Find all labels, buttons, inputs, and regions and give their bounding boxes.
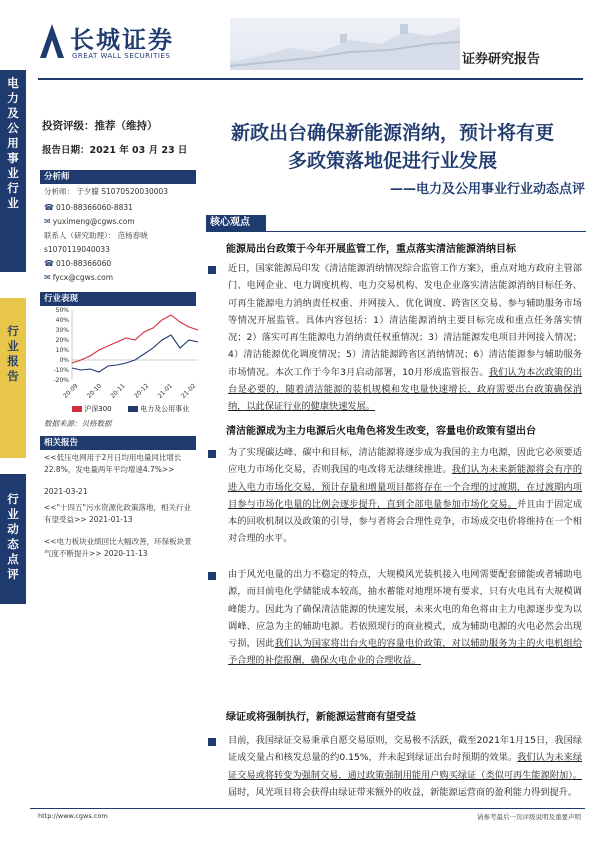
header-divider	[38, 78, 583, 80]
footer-disclaimer: 请参考最后一页评级说明及重要声明	[477, 813, 581, 821]
x-tick-label: 20-11	[109, 382, 127, 400]
x-tick-label: 20-10	[85, 382, 104, 400]
legend-swatch-hs300	[72, 406, 82, 412]
core-viewpoint-tag: 核心观点	[206, 215, 266, 231]
paragraph-2-body: 为了实现碳达峰、碳中和目标，清洁能源将逐步成为我国的主力电源，因此它必须要适应电力市场化交易，否则我国的电改将无法继续推进。	[228, 447, 582, 476]
legend-label-utility: 电力及公用事业	[140, 405, 190, 413]
series-hs300-line	[72, 315, 198, 363]
related-report-1-date: 2021-03-21	[44, 487, 88, 496]
contact-name: 联系人（研究助理）： 范杨春晓	[44, 231, 148, 240]
bullet-4	[208, 738, 216, 746]
great-wall-illustration	[230, 18, 460, 70]
bullet-3	[208, 572, 216, 580]
investment-rating: 投资评级：推荐（维持）	[42, 120, 158, 132]
y-axis-ticks	[53, 307, 69, 384]
y-tick-label: 40%	[55, 317, 69, 324]
industry-performance-chart	[40, 306, 200, 406]
x-axis-ticks	[62, 382, 197, 399]
chart-legend	[72, 404, 189, 414]
paragraph-3-body: 由于风光电量的出力不稳定的特点，大规模风光装机接入电网需要配套储能或者辅助电源，而目前电化学储能成本较高，抽水蓄能对地理环境有要求，只有火电具有大规模调峰能力。因此为了确保清洁能源的快速发展，未来火电的角色将由主力电源逐步变为以调峰、应急为主的辅助电源。若依照现行的商业模式，成为辅助电源的火电必然会出现亏损，因此	[228, 569, 582, 650]
paragraph-2	[228, 444, 582, 548]
x-tick-label: 20-12	[132, 382, 151, 400]
y-tick-label: 50%	[55, 307, 69, 314]
paragraph-2-highlight: 我们认为未来新能源将会有序的进入电力市场化交易，预计存量和增量项目都将存在一个合理的过渡期，在过渡期内项目参与市场化电量的比例会逐步提升，直到全部电量参加市场化交易。	[228, 464, 583, 510]
footer-url[interactable]: http://www.cgws.com	[38, 812, 108, 820]
paragraph-3-highlight: 我们认为国家将出台火电的容量电价政策，对以辅助服务为主的火电机组给予合理的补偿报酬，确保火电企业的合理收益。	[228, 638, 583, 667]
bullet-2	[208, 450, 216, 458]
analyst-email-row[interactable]	[44, 216, 135, 228]
sidebar-comment-type	[0, 474, 26, 604]
paragraph-4-highlight: 我们认为未来绿证交易或将转变为强制交易，通过政策强制用能用户购买绿证（类似可再生能源附加）。	[228, 752, 583, 781]
contact-email-row[interactable]	[44, 272, 113, 284]
report-date: 报告日期：2021 年 03 月 23 日	[42, 145, 188, 156]
analyst-email[interactable]: yuximeng@cgws.com	[52, 217, 135, 226]
bullet-1	[208, 266, 216, 274]
analyst-name: 分析师： 于夕朦 S1070520030003	[44, 187, 169, 196]
paragraph-4	[228, 732, 582, 801]
related-report-2[interactable]: <<"十四五"污水资源化政策落地，相关行业有望受益>> 2021-01-13	[44, 503, 191, 524]
chart-source: 数据来源：贝格数据	[44, 419, 112, 428]
core-divider	[206, 231, 586, 232]
section-heading-1: 能源局出台政策于今年开展监管工作，重点落实清洁能源消纳目标	[226, 244, 516, 255]
paragraph-1-highlight: 我们认为本次政策的出台是必要的，随着清洁能源的装机规模和发电量快速增长，政府需要出台政策确保消纳，以此保证行业的健康快速发展。	[228, 366, 582, 413]
related-section-tag: 相关报告	[40, 436, 196, 450]
legend-label-hs300: 沪深300	[84, 405, 112, 413]
sidebar-industry	[0, 70, 26, 272]
contact-phone: 010-88366060	[55, 259, 112, 268]
y-tick-label: -10%	[53, 367, 69, 374]
chart-section-tag: 行业表现	[40, 292, 196, 306]
paragraph-4-tail: 届时，风光项目将会获得由绿证带来额外的收益，新能源运营商的盈利能力得到提升。	[228, 786, 578, 798]
x-tick-label: 21-02	[180, 382, 198, 400]
contact-email[interactable]: fycx@cgws.com	[52, 273, 114, 282]
y-tick-label: -20%	[53, 377, 69, 384]
contact-id: s1070119040033	[44, 245, 110, 254]
title-line-1: 新政出台确保新能源消纳，预计将有更	[230, 122, 554, 144]
logo-english: GREAT WALL SECURITIES	[72, 52, 171, 60]
mail-icon: ✉	[44, 273, 51, 282]
subtitle: ——电力及公用事业行业动态点评	[389, 182, 585, 197]
report-type-title: 证券研究报告	[462, 52, 541, 67]
phone-icon: ☎	[44, 259, 54, 268]
y-tick-label: 20%	[55, 337, 69, 344]
paragraph-3	[228, 566, 582, 670]
paragraph-1	[228, 260, 582, 416]
sidebar-report-type	[0, 298, 26, 458]
mail-icon: ✉	[44, 217, 51, 226]
paragraph-4-body: 目前，我国绿证交易秉承自愿交易原则，交易极不活跃，截至2021年1月15日，我国绿证成交量占和核发总量的约0.15%，并未起到绿证出台时预期的效果。	[228, 735, 582, 764]
paragraph-2-tail: 并且由于固定成本的回收机制以及政策的引导，参与者将会合理性竞争，市场成交电价将维持在一个相对合理的水平。	[228, 498, 583, 545]
analyst-section-tag: 分析师	[40, 170, 196, 184]
related-report-1[interactable]: <<低压电网用于2月日均用电量同比增长22.8%，发电量两年平均增速4.7%>>	[44, 453, 182, 474]
y-tick-label: 0%	[59, 357, 69, 364]
great-wall-banner	[230, 18, 460, 70]
section-heading-3: 绿证或将强制执行，新能源运营商有望受益	[226, 712, 416, 723]
sidebar-comment-type-label: 行业动态点评	[7, 492, 19, 581]
related-report-3[interactable]: <<电力板块业绩回比大幅改善，环保板块景气度不断提升>> 2020-11-13	[44, 537, 192, 558]
title-line-2: 多政策落地促进行业发展	[287, 150, 497, 172]
company-logo	[38, 18, 218, 72]
logo-chinese: 长城证券	[70, 26, 174, 54]
legend-swatch-utility	[128, 406, 138, 412]
x-tick-label: 21-01	[156, 382, 174, 400]
section-heading-2: 清洁能源成为主力电源后火电角色将发生改变，容量电价政策有望出台	[226, 426, 536, 437]
x-tick-label: 20-09	[62, 382, 80, 400]
sidebar-report-type-label: 行业报告	[7, 324, 19, 383]
analyst-phone: 010-88366060-8831	[55, 203, 133, 212]
contact-phone-row	[44, 258, 111, 270]
wall-logo-icon	[38, 22, 66, 60]
sidebar-industry-label: 电力及公用事业行业	[7, 76, 19, 210]
y-tick-label: 10%	[55, 347, 69, 354]
paragraph-1-body: 近日，国家能源局印发《清洁能源消纳情况综合监管工作方案》，重点对地方政府主管部门、电网企业、电力调度机构、电力交易机构、发电企业落实清洁能源消纳目标任务、可再生能源电力消纳责任权重、并网接入、优化调度、跨省区交易、参与辅助服务市场等情况开展监管。具体内容包括：1）清洁能源消纳主要目标完成和重点任务落实情况；2）落实可再生能源电力消纳责任权重情况；3）清洁能源发电项目并网接入情况；4）清洁能源优化调度情况；5）清洁能源跨省区消纳情况；6）清洁能源参与辅助服务市场情况。本次工作于今年3月启动部署，10月形成监管报告。	[228, 263, 582, 378]
analyst-phone-row	[44, 202, 133, 214]
phone-icon: ☎	[44, 203, 54, 212]
footer-divider	[30, 808, 585, 809]
y-tick-label: 30%	[55, 327, 69, 334]
